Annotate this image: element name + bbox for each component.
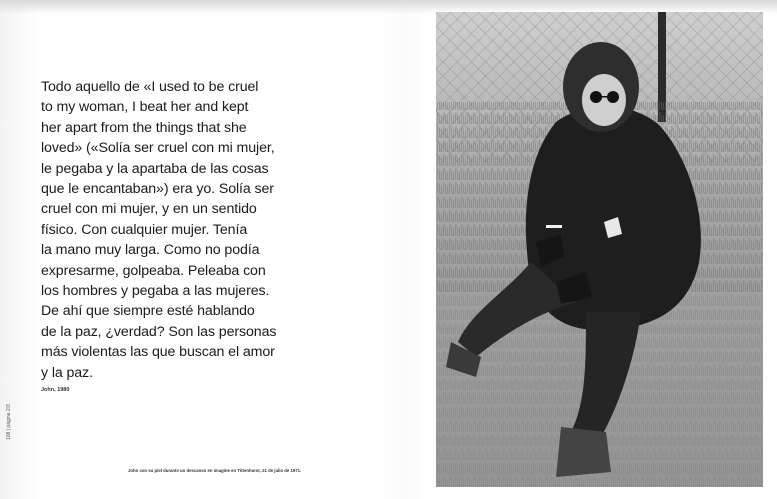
quote-attribution: John, 1980: [41, 387, 70, 393]
photo-illustration: [436, 12, 763, 487]
quote-line: De ahí que siempre esté hablando: [41, 303, 255, 320]
quote-line: loved» («Solía ser cruel con mi mujer,: [41, 140, 275, 157]
quote-line: her apart from the things that she: [41, 119, 247, 136]
quote-line: y la paz.: [41, 364, 93, 381]
quote-line: los hombres y pegaba a las mujeres.: [41, 283, 270, 300]
quote-line: físico. Con cualquier mujer. Tenía: [41, 221, 248, 238]
quote-line: de la paz, ¿verdad? Son las personas: [41, 323, 277, 340]
photo: [436, 12, 763, 487]
quote-line: expresarme, golpeaba. Peleaba con: [41, 262, 266, 279]
photo-caption: John con su piel durante un descanso en imagine en Tittenhurst, 21 de julio de 1971.: [128, 468, 302, 473]
quote-line: que le encantaban») era yo. Solía ser: [41, 181, 274, 198]
quote-text: [41, 77, 291, 383]
quote-line: más violentas las que buscan el amor: [41, 344, 275, 361]
quote-line: la mano muy larga. Como no podía: [41, 242, 260, 259]
quote-line: Todo aquello de «I used to be cruel: [41, 79, 259, 95]
quote-line: to my woman, I beat her and kept: [41, 99, 249, 116]
quote-line: cruel con mi mujer, y en un sentido: [41, 201, 257, 218]
quote-line: le pegaba y la apartaba de las cosas: [41, 160, 269, 177]
page-folio: 108 | página 2/3: [6, 404, 12, 440]
